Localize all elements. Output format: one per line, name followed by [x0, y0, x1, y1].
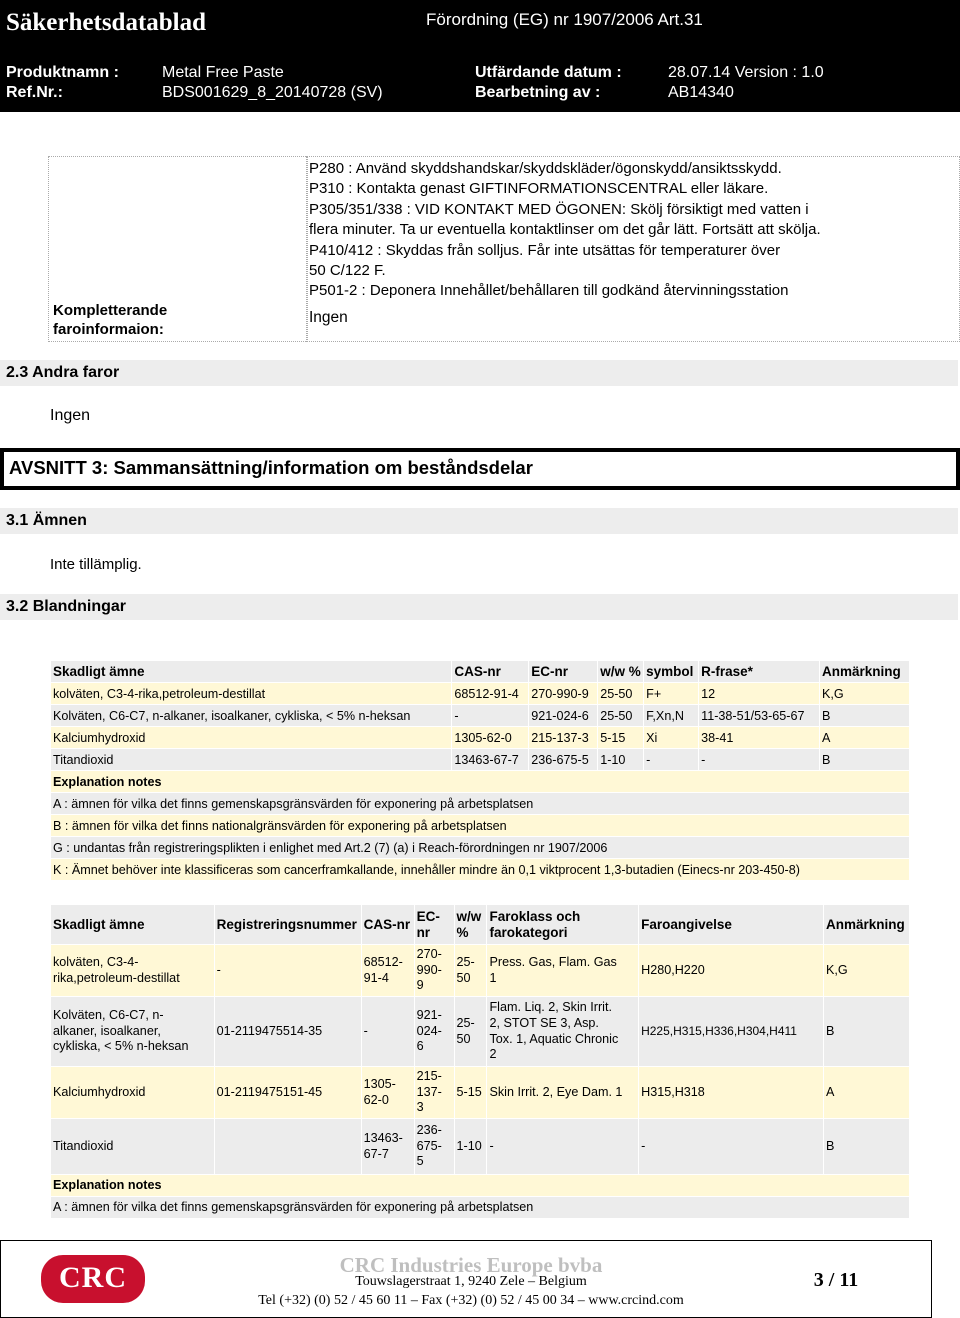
logo-text: CRC [59, 1261, 127, 1294]
table-cell: B [819, 705, 909, 727]
table-row [51, 705, 910, 727]
column-header: Registreringsnummer [214, 905, 361, 945]
mixture-table-clp [50, 904, 910, 1219]
table-cell: 215-137-3 [529, 727, 598, 749]
section-3-banner [0, 448, 960, 490]
table-cell: 5-15 [454, 1067, 487, 1119]
table-cell: 25- 50 [454, 945, 487, 997]
table-cell: 68512- 91-4 [361, 945, 414, 997]
table-cell: H280,H220 [639, 945, 824, 997]
table-row [51, 1067, 910, 1119]
section-3-2-heading [0, 594, 958, 620]
table-cell: A [823, 1067, 909, 1119]
column-header: symbol [644, 661, 699, 683]
column-header: Faroklass och farokategori [487, 905, 639, 945]
table-row [51, 683, 910, 705]
table-cell: 38-41 [699, 727, 820, 749]
table-cell: Xi [644, 727, 699, 749]
section-2-3-text: Ingen [50, 407, 91, 424]
hazard-supplement-value: Ingen [309, 309, 348, 326]
notes-title-row [51, 1175, 910, 1197]
section-3-1-heading [0, 508, 958, 534]
table-cell: K,G [819, 683, 909, 705]
p-statement-line: 50 C/122 F. [309, 262, 386, 280]
note-row [51, 793, 910, 815]
p-statement-line: P280 : Använd skyddshandskar/skyddskläder/ögonskydd/ansiktsskydd. [309, 160, 782, 177]
table-cell: K,G [823, 945, 909, 997]
table-cell: - [452, 705, 529, 727]
page-number: 3 / 11 [813, 1269, 859, 1291]
table-cell: Skin Irrit. 2, Eye Dam. 1 [487, 1067, 639, 1119]
hazard-label-line2: faroinformaion: [53, 321, 164, 338]
table-cell: 25- 50 [454, 997, 487, 1067]
table-cell: Titandioxid [51, 1119, 215, 1175]
table-cell: - [361, 997, 414, 1067]
note-text: K : Ämnet behöver inte klassificeras som cancerframkallande, innehåller mindre än 0,1 viktprocent 1,3-butadien (Einecs-nr 203-450-8) [51, 859, 910, 881]
table-cell: - [699, 749, 820, 771]
table-cell: A [819, 727, 909, 749]
table-cell: Flam. Liq. 2, Skin Irrit. 2, STOT SE 3, Asp. Tox. 1, Aquatic Chronic 2 [487, 997, 639, 1067]
column-header: w/w % [454, 905, 487, 945]
column-header: Faroangivelse [639, 905, 824, 945]
table-cell: 1305- 62-0 [361, 1067, 414, 1119]
table-cell: 921- 024- 6 [414, 997, 454, 1067]
table-cell: 25-50 [598, 683, 644, 705]
issue-date-label: Utfärdande datum : [475, 64, 622, 81]
crc-logo [41, 1255, 145, 1303]
product-label: Produktnamn : [6, 64, 119, 81]
column-header: EC-nr [529, 661, 598, 683]
hazard-text-cell [306, 156, 960, 342]
table-header-row [51, 905, 910, 945]
edited-by-label: Bearbetning av : [475, 84, 601, 101]
table-cell: 1305-62-0 [452, 727, 529, 749]
column-header: Skadligt ämne [51, 661, 452, 683]
p-statement-line: P305/351/338 : VID KONTAKT MED ÖGONEN: Skölj försiktigt med vatten i [309, 200, 809, 218]
table-cell: 01-2119475514-35 [214, 997, 361, 1067]
section-3-title: AVSNITT 3: Sammansättning/information om beståndsdelar [9, 457, 533, 478]
note-text: A : ämnen för vilka det finns gemenskapsgränsvärden för exponering på arbetsplatsen [51, 1197, 910, 1219]
table-cell: Kolväten, C6-C7, n- alkaner, isoalkaner, cykliska, < 5% n-heksan [51, 997, 215, 1067]
table-cell: kolväten, C3-4-rika,petroleum-destillat [51, 683, 452, 705]
column-header: Skadligt ämne [51, 905, 215, 945]
table-cell: - [639, 1119, 824, 1175]
table-cell: H225,H315,H336,H304,H411 [639, 997, 824, 1067]
table-cell [214, 1119, 361, 1175]
table-cell: 01-2119475151-45 [214, 1067, 361, 1119]
table-cell: Kalciumhydroxid [51, 727, 452, 749]
notes-title-row [51, 771, 910, 793]
p-statement-line: P310 : Kontakta genast GIFTINFORMATIONSCENTRAL eller läkare. [309, 180, 769, 198]
table-cell: H315,H318 [639, 1067, 824, 1119]
column-header: Anmärkning [819, 661, 909, 683]
precautionary-statements [309, 159, 821, 302]
note-row [51, 837, 910, 859]
table-cell: 1-10 [598, 749, 644, 771]
column-header: R-frase* [699, 661, 820, 683]
table-cell: Press. Gas, Flam. Gas 1 [487, 945, 639, 997]
edited-by-value: AB14340 [668, 84, 734, 101]
note-row [51, 815, 910, 837]
notes-title: Explanation notes [51, 771, 910, 793]
table-cell: 270-990-9 [529, 683, 598, 705]
table-cell: 921-024-6 [529, 705, 598, 727]
table-row [51, 997, 910, 1067]
table-cell: - [644, 749, 699, 771]
company-contact: Tel (+32) (0) 52 / 45 60 11 – Fax (+32) (0) 52 / 45 00 34 – www.crcind.com [258, 1293, 684, 1308]
table-row [51, 727, 910, 749]
column-header: Anmärkning [823, 905, 909, 945]
document-title: Säkerhetsdatablad [6, 9, 207, 36]
table-row [51, 1119, 910, 1175]
table-cell: 13463-67-7 [452, 749, 529, 771]
table-cell: 11-38-51/53-65-67 [699, 705, 820, 727]
table-cell: 25-50 [598, 705, 644, 727]
product-value: Metal Free Paste [162, 64, 284, 81]
note-row [51, 859, 910, 881]
table-cell: B [823, 1119, 909, 1175]
note-row [51, 1197, 910, 1219]
table-cell: F,Xn,N [644, 705, 699, 727]
company-name: CRC Industries Europe bvba [339, 1253, 603, 1277]
regulation-reference: Förordning (EG) nr 1907/2006 Art.31 [426, 10, 703, 29]
p-statement-line: P410/412 : Skyddas från solljus. Får inte utsättas för temperaturer över [309, 241, 781, 259]
table-cell: 215- 137- 3 [414, 1067, 454, 1119]
note-text: A : ämnen för vilka det finns gemenskapsgränsvärden för exponering på arbetsplatsen [51, 793, 910, 815]
table-cell: 12 [699, 683, 820, 705]
table-cell: B [819, 749, 909, 771]
ref-label: Ref.Nr.: [6, 84, 63, 101]
table-cell: 68512-91-4 [452, 683, 529, 705]
mixture-table-r-phrases [50, 660, 910, 881]
section-2-3-title: 2.3 Andra faror [6, 364, 120, 381]
company-address: Touwslagerstraat 1, 9240 Zele – Belgium [355, 1274, 587, 1289]
column-header: CAS-nr [361, 905, 414, 945]
table-cell: B [823, 997, 909, 1067]
table-cell: 236- 675- 5 [414, 1119, 454, 1175]
ref-value: BDS001629_8_20140728 (SV) [162, 84, 383, 101]
table-row [51, 749, 910, 771]
section-2-3-heading [0, 360, 958, 386]
table-cell: F+ [644, 683, 699, 705]
table-header-row [51, 661, 910, 683]
table-cell: - [487, 1119, 639, 1175]
table-cell: kolväten, C3-4- rika,petroleum-destillat [51, 945, 215, 997]
note-text: G : undantas från registreringsplikten i enlighet med Art.2 (7) (a) i Reach-förordningen nr 1907/2006 [51, 837, 910, 859]
column-header: w/w % [598, 661, 644, 683]
table-cell: 1-10 [454, 1119, 487, 1175]
table-cell: Kolväten, C6-C7, n-alkaner, isoalkaner, cykliska, < 5% n-heksan [51, 705, 452, 727]
table-cell: 270- 990- 9 [414, 945, 454, 997]
hazard-label-cell [48, 156, 308, 342]
section-3-2-title: 3.2 Blandningar [6, 598, 127, 615]
document-header [0, 0, 960, 112]
section-3-1-title: 3.1 Ämnen [6, 512, 87, 529]
column-header: CAS-nr [452, 661, 529, 683]
p-statement-line: P501-2 : Deponera Innehållet/behållaren till godkänd återvinningsstation [309, 282, 789, 300]
note-text: B : ämnen för vilka det finns nationalgränsvärden för exponering på arbetsplatsen [51, 815, 910, 837]
table-cell: Kalciumhydroxid [51, 1067, 215, 1119]
section-3-1-text: Inte tillämplig. [50, 556, 142, 573]
hazard-label-line1: Kompletterande [53, 302, 168, 319]
notes-title: Explanation notes [51, 1175, 910, 1197]
table-cell: Titandioxid [51, 749, 452, 771]
table-cell: - [214, 945, 361, 997]
table-cell: 236-675-5 [529, 749, 598, 771]
table-cell: 5-15 [598, 727, 644, 749]
p-statement-line: flera minuter. Ta ur eventuella kontaktlinser om det går lätt. Fortsätt att skölja. [309, 221, 821, 239]
issue-date-value: 28.07.14 Version : 1.0 [668, 64, 824, 81]
document-footer [0, 1240, 932, 1318]
column-header: EC- nr [414, 905, 454, 945]
table-row [51, 945, 910, 997]
table-cell: 13463- 67-7 [361, 1119, 414, 1175]
